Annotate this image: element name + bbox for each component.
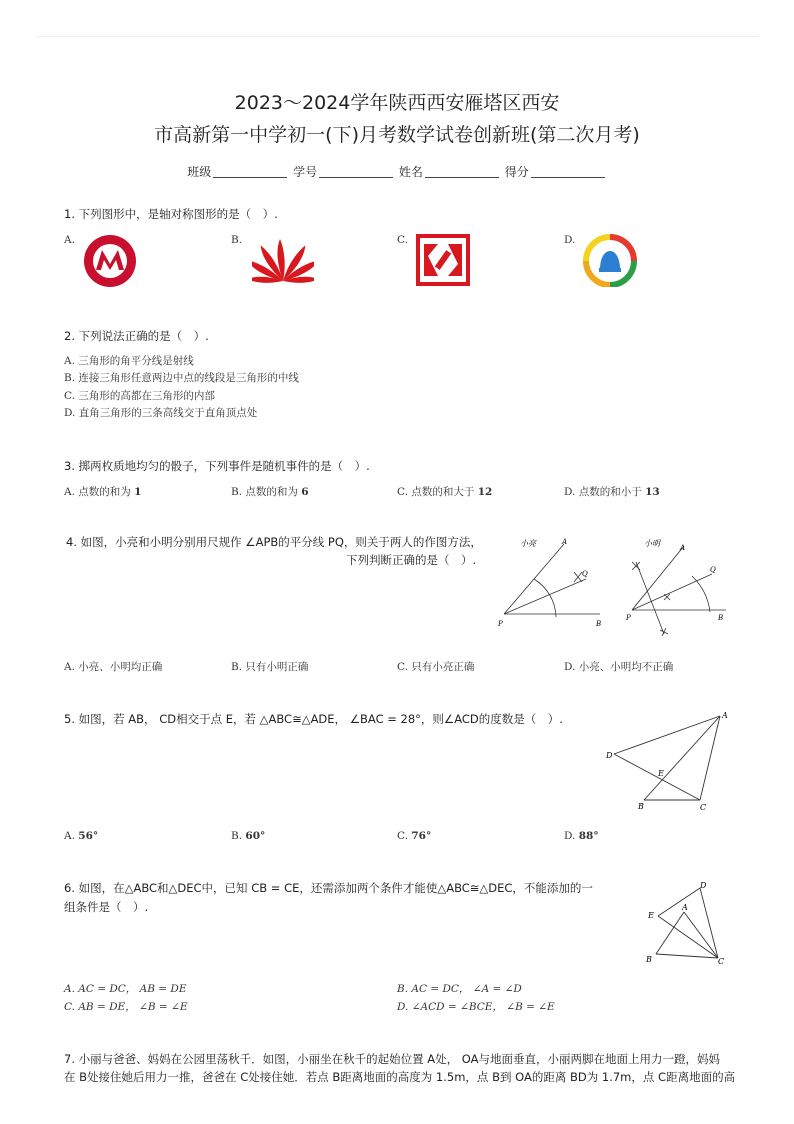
q5-option-a[interactable]: A. 56° xyxy=(64,830,99,842)
svg-text:P: P xyxy=(498,620,503,628)
q1-option-a-label: A. xyxy=(64,234,75,246)
q2-option-d[interactable]: D. 直角三角形的三条高线交于直角顶点处 xyxy=(64,407,258,419)
question-4-stem-line1: 4. 如图，小亮和小明分别用尺规作 ∠APB的平分线 PQ，则关于两人的作图方法， xyxy=(66,535,482,549)
q2-option-a[interactable]: A. 三角形的角平分线是射线 xyxy=(64,355,194,367)
svg-text:D: D xyxy=(606,751,613,760)
q5-option-d[interactable]: D. 88° xyxy=(564,830,599,842)
q4-figure xyxy=(496,534,736,644)
svg-text:A: A xyxy=(722,711,728,720)
q4-option-a[interactable]: A. 小亮、小明均正确 xyxy=(64,661,163,673)
svg-text:A: A xyxy=(680,544,686,552)
svg-text:A: A xyxy=(562,538,568,546)
question-7-stem-line2: 在 B处接住她后用力一推，爸爸在 C处接住她．若点 B距离地面的高度为 1.5m，点 B到 OA的距离 BD为 1.7m，点 C距离地面的高 xyxy=(64,1070,736,1084)
q6-option-c[interactable]: C. AB = DE， ∠B = ∠E xyxy=(64,1001,188,1013)
q3-option-b[interactable]: B. 点数的和为 6 xyxy=(231,486,309,498)
svg-text:B: B xyxy=(638,802,644,811)
q3-option-c[interactable]: C. 点数的和大于 12 xyxy=(397,486,493,498)
q1-option-b-label: B. xyxy=(231,234,243,246)
q4-option-d[interactable]: D. 小亮、小明均不正确 xyxy=(564,661,674,673)
id-blank[interactable] xyxy=(319,177,393,178)
svg-text:B: B xyxy=(718,614,724,622)
top-divider xyxy=(36,36,758,37)
q6-figure xyxy=(640,878,736,970)
class-label: 班级 xyxy=(187,165,212,179)
question-6-stem-line2: 组条件是（ ）. xyxy=(64,900,149,914)
colorful-ring-logo-image xyxy=(582,233,638,287)
class-blank[interactable] xyxy=(213,177,287,178)
fig-label-xiaoliang: 小亮 xyxy=(520,539,536,548)
id-label: 学号 xyxy=(293,165,318,179)
question-1-stem: 1. 下列图形中，是轴对称图形的是（ ）. xyxy=(64,207,278,221)
svg-text:D: D xyxy=(700,881,707,890)
svg-text:B: B xyxy=(646,955,652,964)
q3-option-d[interactable]: D. 点数的和小于 13 xyxy=(564,486,660,498)
q3-option-a[interactable]: A. 点数的和为 1 xyxy=(64,486,142,498)
svg-text:C: C xyxy=(700,803,707,812)
q5-option-b[interactable]: B. 60° xyxy=(231,830,266,842)
q2-option-c[interactable]: C. 三角形的高都在三角形的内部 xyxy=(64,390,215,402)
q5-option-c[interactable]: C. 76° xyxy=(397,830,432,842)
q6-option-d[interactable]: D. ∠ACD = ∠BCE， ∠B = ∠E xyxy=(397,1001,555,1013)
page-title-line1: 2023～2024学年陕西西安雁塔区西安 xyxy=(234,92,560,114)
cmb-logo-image xyxy=(82,234,140,288)
q6-option-a[interactable]: A. AC = DC， AB = DE xyxy=(64,983,187,995)
svg-text:Q: Q xyxy=(710,566,716,574)
svg-text:E: E xyxy=(658,769,664,778)
question-5-stem: 5. 如图，若 AB， CD相交于点 E，若 △ABC≅△ADE， ∠BAC = 28°，则∠ACD的度数是（ ）. xyxy=(64,712,563,726)
red-square-logo-image xyxy=(416,234,470,286)
name-blank[interactable] xyxy=(425,177,499,178)
svg-text:E: E xyxy=(648,911,654,920)
question-3-stem: 3. 掷两枚质地均匀的骰子，下列事件是随机事件的是（ ）. xyxy=(64,459,370,473)
q1-option-c-label: C. xyxy=(397,234,408,246)
question-7-stem-line1: 7. 小丽与爸爸、妈妈在公园里荡秋千．如图，小丽坐在秋千的起始位置 A处， OA与地面垂直，小丽两脚在地面上用力一蹬，妈妈 xyxy=(64,1052,721,1066)
page-title-line2: 市高新第一中学初一(下)月考数学试卷创新班(第二次月考) xyxy=(154,124,640,146)
huawei-logo-image xyxy=(252,233,314,285)
question-6-stem-line1: 6. 如图，在△ABC和△DEC中，已知 CB = CE，还需添加两个条件才能使△ABC≅△DEC，不能添加的一 xyxy=(64,881,593,895)
q4-option-b[interactable]: B. 只有小明正确 xyxy=(231,661,309,673)
svg-text:A: A xyxy=(682,903,688,912)
q2-option-b[interactable]: B. 连接三角形任意两边中点的线段是三角形的中线 xyxy=(64,372,299,384)
name-label: 姓名 xyxy=(398,165,423,179)
q1-option-d-label: D. xyxy=(564,234,576,246)
svg-text:Q: Q xyxy=(582,570,588,578)
svg-text:C: C xyxy=(718,957,725,966)
fig-label-xiaoming: 小明 xyxy=(644,539,660,548)
q4-option-c[interactable]: C. 只有小亮正确 xyxy=(397,661,475,673)
score-label: 得分 xyxy=(504,165,529,179)
svg-text:B: B xyxy=(596,620,602,628)
q5-figure xyxy=(600,708,732,816)
question-2-stem: 2. 下列说法正确的是（ ）. xyxy=(64,329,209,343)
svg-text:P: P xyxy=(626,614,631,622)
student-info-row xyxy=(0,163,794,180)
q6-option-b[interactable]: B. AC = DC， ∠A = ∠D xyxy=(397,983,522,995)
score-blank[interactable] xyxy=(531,177,605,178)
question-4-stem-line2: 下列判断正确的是（ ）. xyxy=(346,553,477,567)
